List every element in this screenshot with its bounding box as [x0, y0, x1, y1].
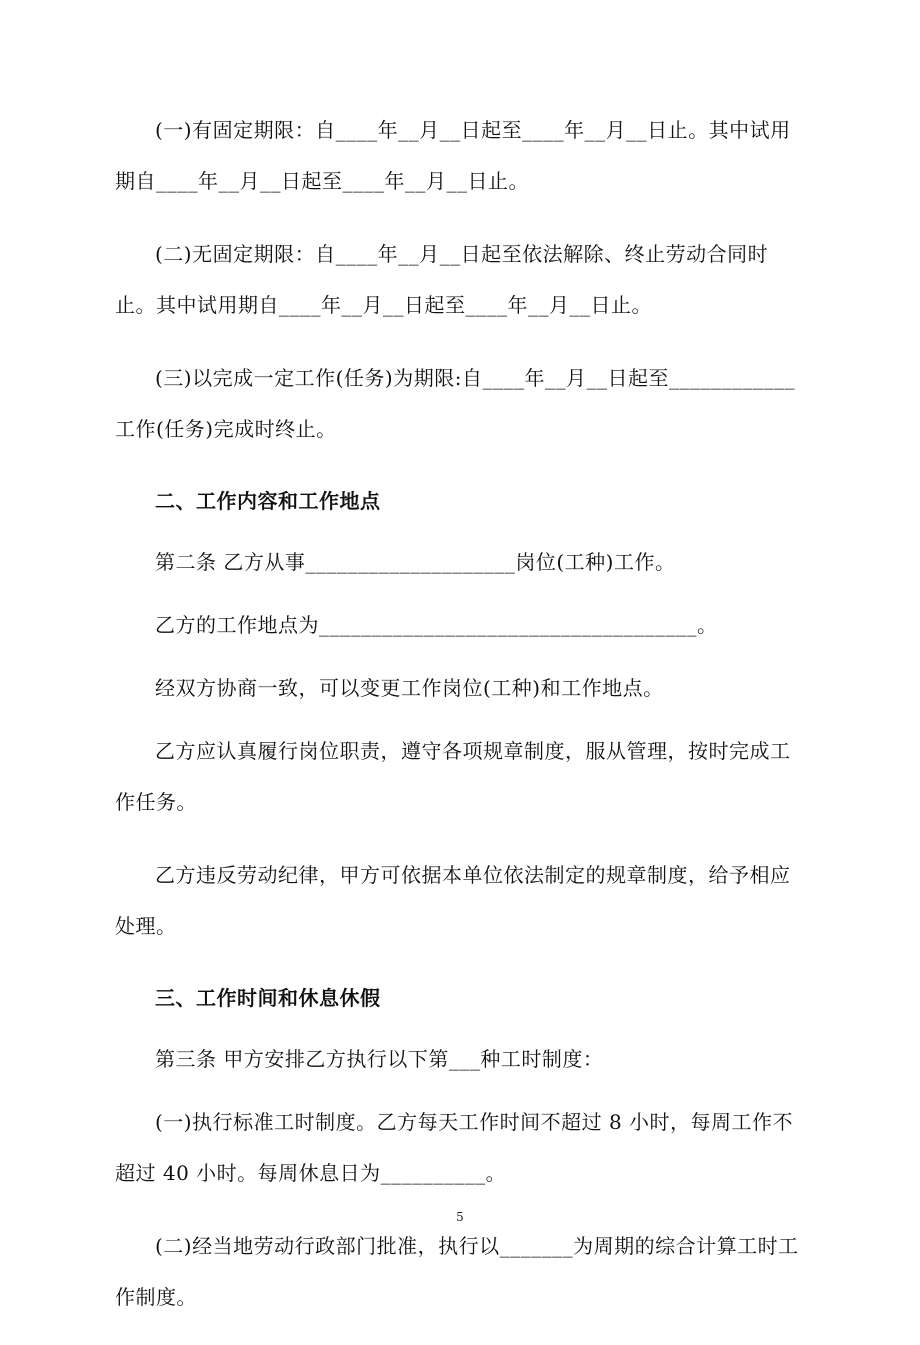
paragraph-task-based-term: (三)以完成一定工作(任务)为期限:自____年__月__日起至____________工作(任务)完成时终止。: [115, 366, 795, 441]
section-heading-work-content-location: 二、工作内容和工作地点: [155, 489, 381, 513]
paragraph-change-position: 经双方协商一致，可以变更工作岗位(工种)和工作地点。: [155, 676, 664, 700]
paragraph-open-ended-term: (二)无固定期限：自____年__月__日起至依法解除、终止劳动合同时止。其中试用期自____年__月__日起至____年__月__日止。: [115, 242, 769, 317]
paragraph-standard-hours: (一)执行标准工时制度。乙方每天工作时间不超过 8 小时，每周工作不超过 40 小时。每周休息日为__________。: [115, 1110, 794, 1185]
paragraph-comprehensive-hours: (二)经当地劳动行政部门批准，执行以_______为周期的综合计算工时工作制度。: [115, 1234, 799, 1309]
paragraph-work-location: 乙方的工作地点为____________________________________。: [155, 613, 718, 637]
paragraph-fixed-term: (一)有固定期限：自____年__月__日起至____年__月__日止。其中试用期自____年__月__日起至____年__月__日止。: [115, 118, 791, 193]
page-number: 5: [456, 1210, 464, 1224]
paragraph-article-three-hours-system: 第三条 甲方安排乙方执行以下第___种工时制度：: [155, 1047, 604, 1071]
paragraph-discipline: 乙方违反劳动纪律，甲方可依据本单位依法制定的规章制度，给予相应处理。: [115, 863, 791, 938]
document-body: [115, 105, 805, 1345]
section-heading-working-hours-leave: 三、工作时间和休息休假: [155, 986, 381, 1010]
paragraph-article-two-position: 第二条 乙方从事____________________岗位(工种)工作。: [155, 550, 676, 574]
paragraph-duties: 乙方应认真履行岗位职责，遵守各项规章制度，服从管理，按时完成工作任务。: [115, 739, 791, 814]
